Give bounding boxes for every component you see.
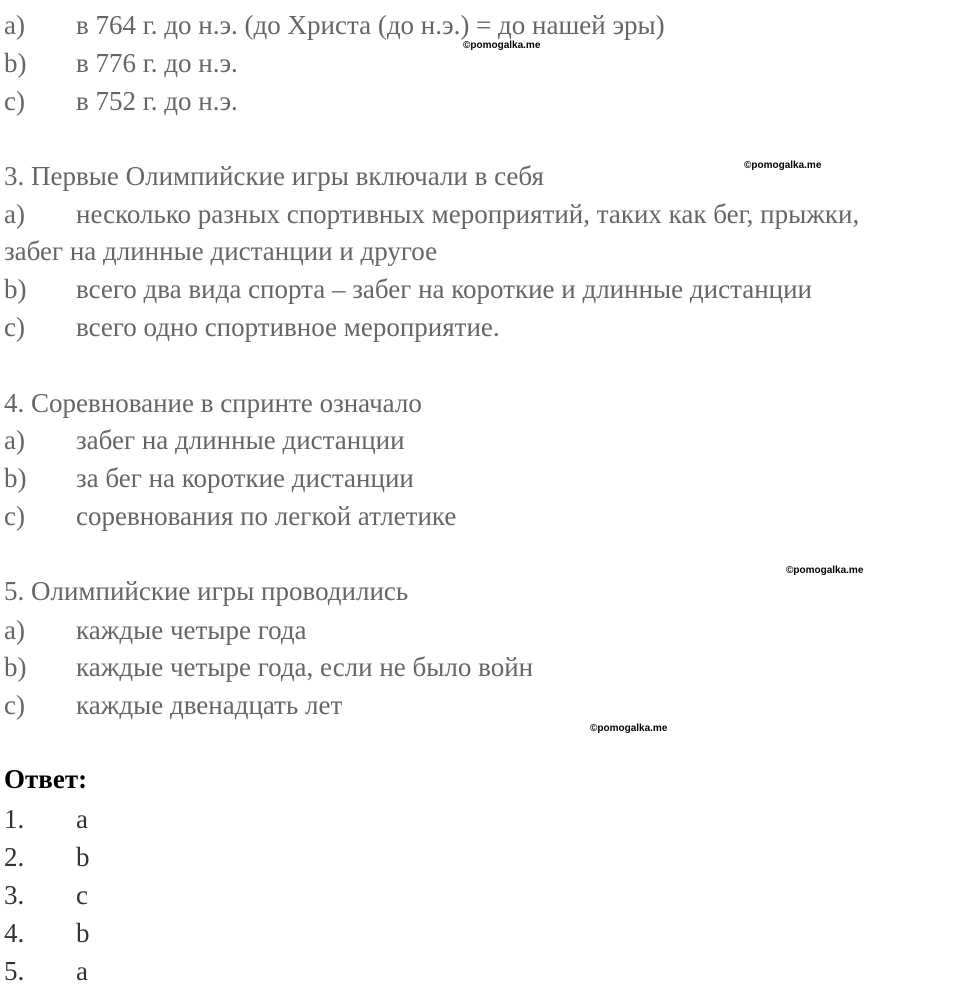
option-letter: b) — [4, 463, 27, 493]
answer-number: 4. — [4, 918, 25, 948]
q5-question: 5. Олимпийские игры проводились — [4, 576, 409, 606]
option-letter: c) — [4, 690, 25, 720]
option-letter: a) — [4, 615, 25, 645]
answer-title: Ответ: — [4, 764, 88, 794]
option-letter: b) — [4, 274, 27, 304]
answer-value: c — [76, 880, 88, 910]
option-text: всего два вида спорта – забег на короткие и длинные дистанции — [76, 274, 812, 304]
option-letter: a) — [4, 10, 25, 40]
q5-option-c — [4, 686, 342, 724]
q3-option-a — [4, 195, 859, 233]
q2-option-c — [4, 82, 238, 120]
q3-option-a-continuation: забег на длинные дистанции и другое — [4, 236, 438, 266]
option-text: каждые четыре года, если не было войн — [76, 652, 534, 682]
answer-item-2 — [4, 838, 90, 876]
option-letter: a) — [4, 425, 25, 455]
option-text: за бег на короткие дистанции — [76, 463, 414, 493]
option-letter: c) — [4, 312, 25, 342]
option-text: несколько разных спортивных мероприятий, таких как бег, прыжки, — [76, 199, 860, 229]
q3-option-c — [4, 308, 500, 346]
answer-number: 3. — [4, 880, 25, 910]
option-letter: b) — [4, 48, 27, 78]
q4-option-b — [4, 459, 414, 497]
option-letter: b) — [4, 652, 27, 682]
q3-question: 3. Первые Олимпийские игры включали в себя — [4, 161, 544, 191]
option-text: в 752 г. до н.э. — [76, 86, 238, 116]
answer-value: b — [76, 842, 90, 872]
answer-number: 1. — [4, 804, 25, 834]
watermark: ©pomogalka.me — [590, 723, 668, 734]
answer-value: b — [76, 918, 90, 948]
q5-option-a — [4, 611, 307, 649]
answer-value: a — [76, 804, 88, 834]
q3-option-b — [4, 270, 812, 308]
option-letter: c) — [4, 501, 25, 531]
option-text: соревнования по легкой атлетике — [76, 501, 457, 531]
watermark: ©pomogalka.me — [463, 40, 541, 51]
watermark: ©pomogalka.me — [744, 160, 822, 171]
option-text: каждые двенадцать лет — [76, 690, 343, 720]
option-text: в 764 г. до н.э. (до Христа (до н.э.) = до нашей эры) — [76, 10, 665, 40]
watermark: ©pomogalka.me — [786, 565, 864, 576]
answer-value: a — [76, 956, 88, 986]
q2-option-b — [4, 44, 238, 82]
option-letter: c) — [4, 86, 25, 116]
answer-number: 5. — [4, 956, 25, 986]
option-text: всего одно спортивное мероприятие. — [76, 312, 500, 342]
option-letter: a) — [4, 199, 25, 229]
q4-option-a — [4, 421, 405, 459]
option-text: каждые четыре года — [76, 615, 307, 645]
q5-option-b — [4, 648, 533, 686]
answer-item-1 — [4, 800, 88, 838]
q4-option-c — [4, 497, 456, 535]
option-text: в 776 г. до н.э. — [76, 48, 238, 78]
q4-question: 4. Соревнование в спринте означало — [4, 388, 422, 418]
answer-item-5 — [4, 952, 88, 990]
q2-option-a — [4, 6, 665, 44]
answer-item-3 — [4, 876, 88, 914]
option-text: забег на длинные дистанции — [76, 425, 405, 455]
answer-number: 2. — [4, 842, 25, 872]
answer-item-4 — [4, 914, 90, 952]
